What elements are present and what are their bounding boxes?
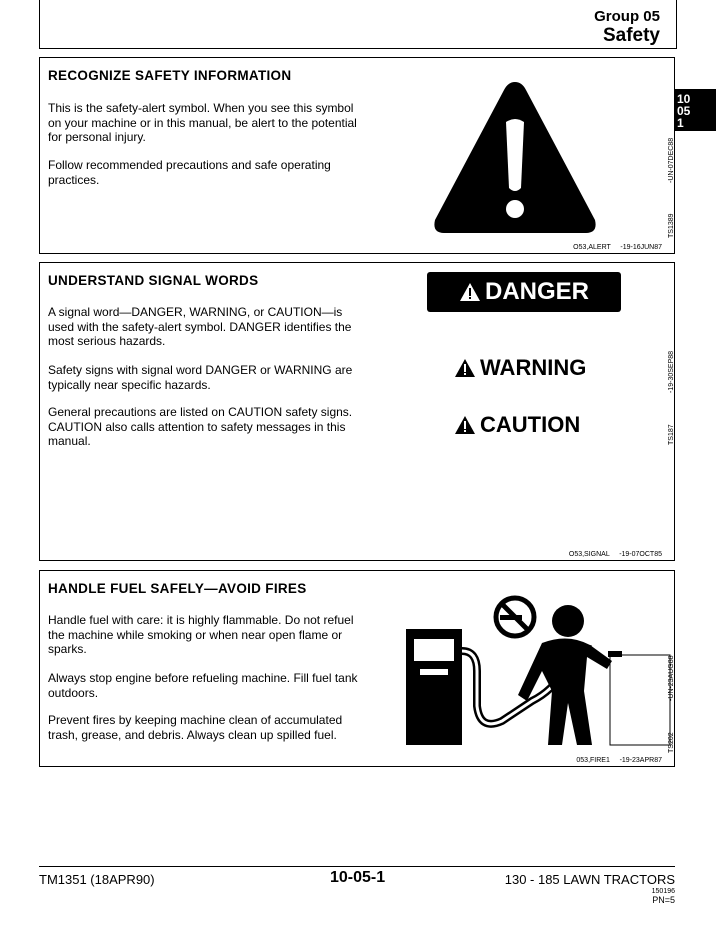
- paragraph: Always stop engine before refueling machine. Fill fuel tank outdoors.: [48, 671, 358, 700]
- warning-label: WARNING: [480, 355, 587, 380]
- refueling-illustration: [402, 591, 672, 751]
- section-signal-words: [39, 262, 675, 561]
- caution-label: CAUTION: [480, 412, 581, 437]
- side-code: TS202: [668, 732, 675, 753]
- paragraph: Follow recommended precautions and safe operating practices.: [48, 158, 331, 187]
- side-code: TS1389: [668, 213, 675, 238]
- alert-triangle-icon: [454, 358, 476, 378]
- side-code: TS187: [668, 424, 675, 445]
- page-title: Safety: [602, 25, 660, 46]
- section-recognize-safety: [39, 57, 675, 254]
- print-code: 150196: [651, 888, 675, 895]
- paragraph: General precautions are listed on CAUTION safety signs. CAUTION also calls attention to safety messages in this manual.: [48, 405, 353, 448]
- side-code: -19-30SEP88: [668, 350, 675, 393]
- danger-label: DANGER: [484, 278, 589, 305]
- reference-code: 053,FIRE1 -19-23APR87: [576, 757, 662, 764]
- tab-line-3: 1: [677, 116, 684, 130]
- alert-triangle-icon: [459, 282, 481, 302]
- section-tab: [675, 89, 716, 131]
- safety-alert-icon: [430, 78, 600, 236]
- side-code: -UN-07DEC88: [668, 137, 675, 183]
- section-title: UNDERSTAND SIGNAL WORDS: [48, 273, 259, 288]
- manual-id: TM1351 (18APR90): [39, 872, 155, 887]
- paragraph: This is the safety-alert symbol. When you see this symbol on your machine or in this manual, be alert to the potential for personal injury.: [48, 101, 357, 144]
- product-name: 130 - 185 LAWN TRACTORS: [504, 872, 675, 887]
- tab-line-1: 10: [677, 92, 691, 106]
- caution-sign: [454, 412, 580, 438]
- reference-code: O53,ALERT -19-16JUN87: [573, 244, 662, 251]
- page-number: 10-05-1: [330, 869, 386, 886]
- tab-line-2: 05: [677, 104, 691, 118]
- section-title: HANDLE FUEL SAFELY—AVOID FIRES: [48, 581, 307, 596]
- paragraph: Handle fuel with care: it is highly flammable. Do not refuel the machine while smoking or when near open flame or sparks.: [48, 613, 354, 656]
- group-label: Group 05: [594, 8, 660, 25]
- paragraph: Prevent fires by keeping machine clean of accumulated trash, grease, and debris. Always clean up spilled fuel.: [48, 713, 343, 742]
- side-code: -UN-23AUG88: [668, 655, 675, 701]
- paragraph: A signal word—DANGER, WARNING, or CAUTION—is used with the safety-alert symbol. DANGER identifies the most serious hazards.: [48, 305, 352, 348]
- section-fuel-safety: [39, 570, 675, 767]
- alert-triangle-icon: [454, 415, 476, 435]
- footer-rule: [39, 866, 675, 867]
- warning-sign: [454, 355, 586, 381]
- page-header: [39, 0, 677, 49]
- pn-label: PN=5: [652, 895, 675, 905]
- reference-code: O53,SIGNAL -19-07OCT85: [568, 551, 662, 558]
- section-title: RECOGNIZE SAFETY INFORMATION: [48, 68, 292, 83]
- danger-sign: [427, 272, 621, 312]
- paragraph: Safety signs with signal word DANGER or WARNING are typically near specific hazards.: [48, 363, 353, 392]
